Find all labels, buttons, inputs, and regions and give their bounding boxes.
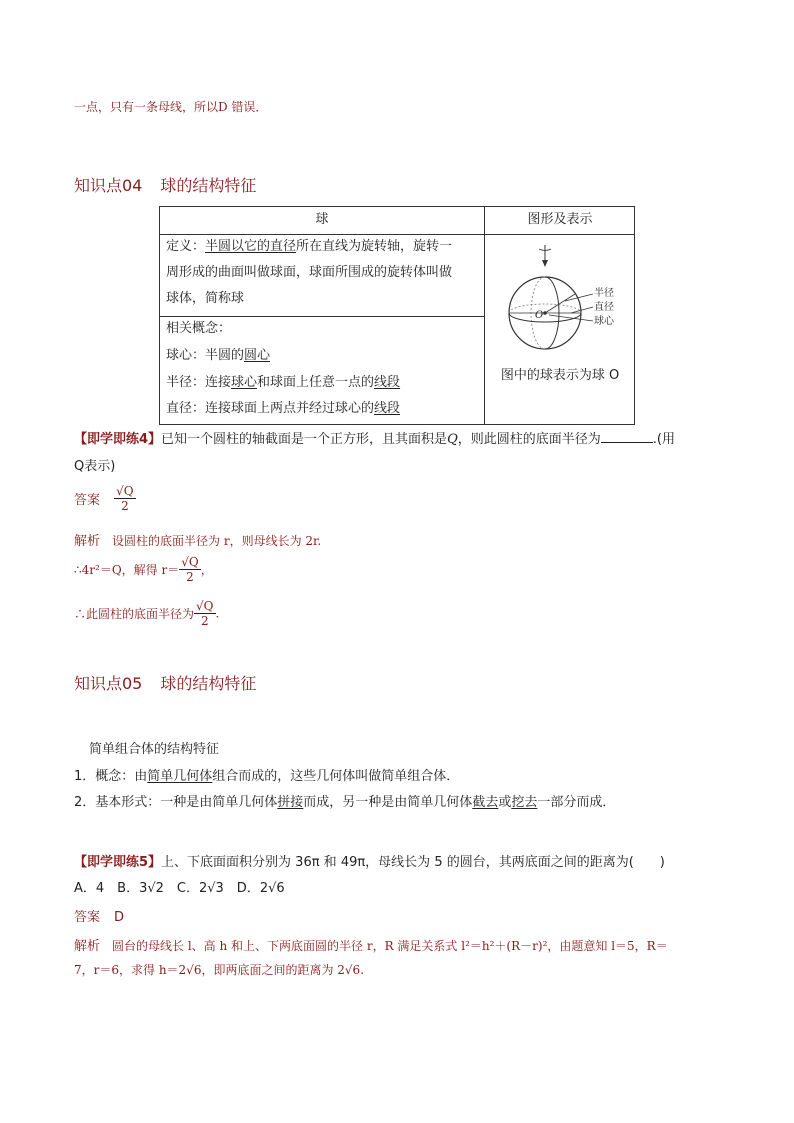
label-radius: 半径	[594, 288, 614, 299]
section-04-code: 知识点04	[74, 176, 143, 195]
section-05-code: 知识点05	[74, 674, 143, 693]
q4-analysis-1: 解析 设圆柱的底面半径为 r，则母线长为 2r.	[74, 534, 322, 549]
q5-options: A．4 B．3√2 C．2√3 D．2√6	[74, 881, 285, 896]
label-center: 球心	[594, 316, 614, 327]
intro-text: 一点，只有一条母线，所以D 错误．	[74, 100, 268, 114]
q5-answer: 答案 D	[74, 910, 125, 925]
q5-tag: 【即学即练5】	[74, 855, 162, 870]
simple-subtitle: 简单组合体的结构特征	[89, 742, 220, 757]
section-04-heading	[74, 173, 256, 196]
sphere-figure	[495, 239, 625, 364]
q4-answer-blank	[601, 428, 653, 443]
concept-center: 球心：半圆的圆心	[166, 348, 271, 363]
sphere-table	[159, 206, 635, 425]
q4-tag: 【即学即练4】	[74, 432, 162, 447]
q4-line-1: 【即学即练4】已知一个圆柱的轴截面是一个正方形，且其面积是Q，则此圆柱的底面半径为 .(用	[74, 428, 675, 450]
definition-line-2: 周形成的曲面叫做球面，球面所围成的旋转体叫做	[166, 265, 453, 280]
q4-analysis-3: ∴此圆柱的底面半径为 $\frac{√Q}{2}$ .	[74, 599, 220, 628]
section-04-title: 球的结构特征	[160, 176, 257, 195]
q4-analysis-2: ∴4r²＝Q，解得 r＝ $\frac{√Q}{2}$ ，	[74, 555, 213, 584]
q5-analysis-1: 解析 圆台的母线长 l、高 h 和上、下两底面圆的半径 r，R 满足关系式 l²＝h²＋(R－r)²，由题意知 l＝5，R＝	[74, 939, 668, 954]
simple-p1: 1．概念：由简单几何体组合而成的，这些几何体叫做简单组合体．	[74, 769, 460, 784]
simple-p2: 2．基本形式：一种是由简单几何体拼接而成，另一种是由简单几何体截去或挖去一部分而成．	[74, 795, 616, 810]
label-O: O	[535, 310, 544, 321]
section-05-heading	[74, 671, 256, 694]
section-05-title: 球的结构特征	[160, 674, 257, 693]
q5-stem: 【即学即练5】上、下底面面积分别为 36π 和 49π，母线长为 5 的圆台，其两底面之间的距离为( )	[74, 855, 665, 870]
q4-answer: 答案 $\frac{√Q}{2}$	[74, 484, 134, 513]
table-head-left: 球	[315, 212, 329, 227]
q4-line-2: Q表示)	[74, 459, 116, 474]
concepts-title: 相关概念：	[166, 321, 232, 336]
definition-line-1: 定义：半圆以它的直径所在直线为旋转轴，旋转一	[166, 239, 453, 254]
table-head-right: 图形及表示	[527, 212, 593, 227]
concept-diameter: 直径：连接球面上两点并经过球心的线段	[166, 401, 401, 416]
label-diameter: 直径	[594, 302, 614, 313]
concept-radius: 半径：连接球心和球面上任意一点的线段	[166, 375, 401, 390]
figure-caption: 图中的球表示为球 O	[500, 368, 620, 383]
q5-analysis-2: 7，r＝6，求得 h＝2√6，即两底面之间的距离为 2√6.	[74, 963, 365, 977]
definition-line-3: 球体，简称球	[166, 291, 245, 306]
